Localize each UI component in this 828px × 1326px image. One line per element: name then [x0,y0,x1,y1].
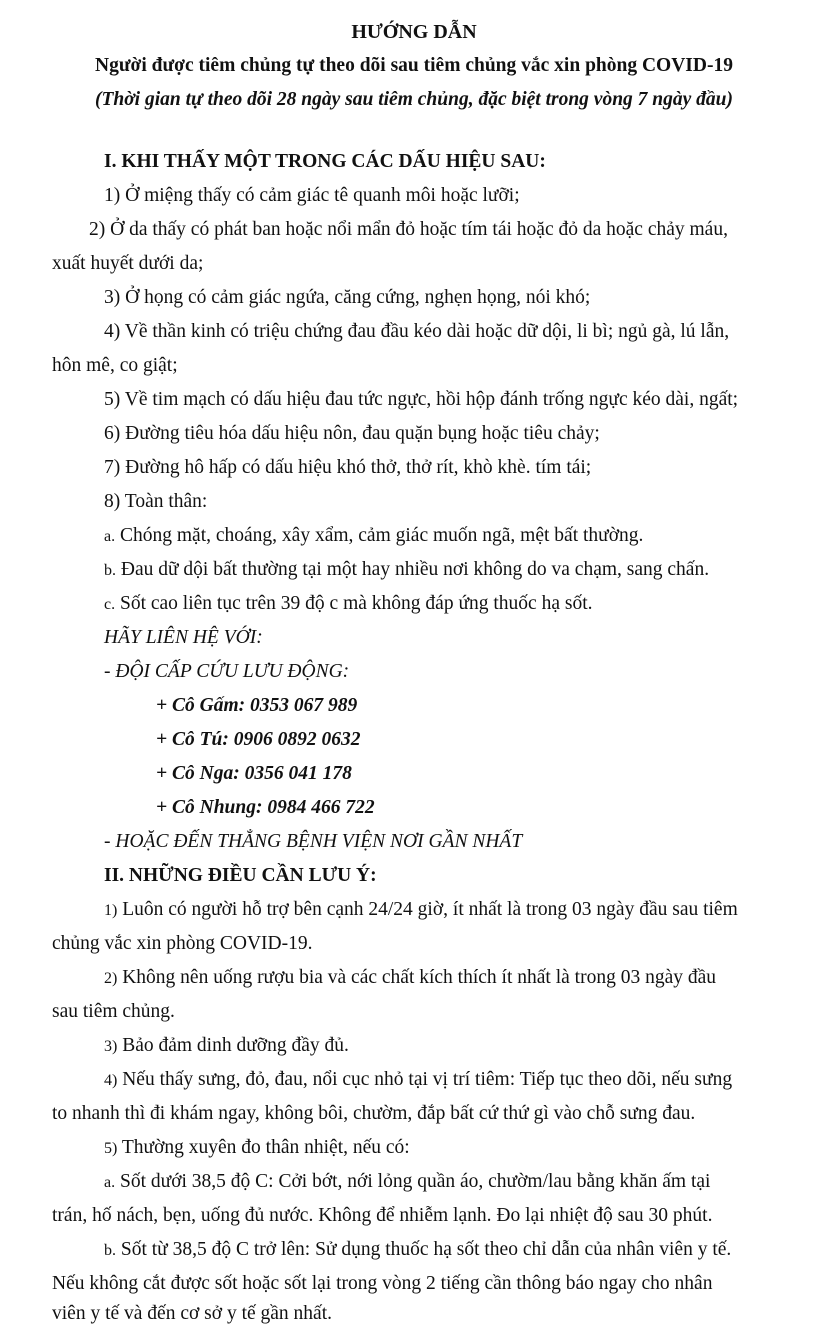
fever-instruction [104,1240,731,1260]
item-text: Thường xuyên đo thân nhiệt, nếu có: [117,1137,410,1158]
symptom-item: 1) Ở miệng thấy có cảm giác tê quanh môi hoặc lưỡi; [104,185,520,206]
note-item-continuation: to nhanh thì đi khám ngay, không bôi, chườm, đắp bất cứ thứ gì vào chỗ sưng đau. [52,1103,696,1124]
note-item-continuation: sau tiêm chủng. [52,1001,175,1022]
item-marker: a. [104,1174,116,1191]
item-marker: c. [104,596,116,613]
note-item [104,1138,410,1158]
item-text: Sốt từ 38,5 độ C trở lên: Sử dụng thuốc hạ sốt theo chỉ dẫn của nhân viên y tế. [116,1239,732,1260]
symptom-item: 7) Đường hô hấp có dấu hiệu khó thở, thở rít, khò khè. tím tái; [104,457,592,478]
emergency-team-heading: - ĐỘI CẤP CỨU LƯU ĐỘNG: [104,661,350,682]
item-marker: 4) [104,1072,118,1089]
note-item [104,1036,349,1056]
item-marker: b. [104,1242,116,1259]
item-marker: 1) [104,902,118,919]
general-symptom-item [104,526,643,546]
contact-phone: + Cô Nga: 0356 041 178 [156,763,352,784]
section-2-heading: II. NHỮNG ĐIỀU CẦN LƯU Ý: [104,865,377,886]
contact-phone: + Cô Nhung: 0984 466 722 [156,797,375,818]
fever-instruction-continuation: trán, hố nách, bẹn, uống đủ nước. Không để nhiễm lạnh. Đo lại nhiệt độ sau 30 phút. [52,1205,713,1226]
contact-phone: + Cô Gấm: 0353 067 989 [156,695,358,716]
item-text: Luôn có người hỗ trợ bên cạnh 24/24 giờ, ít nhất là trong 03 ngày đầu sau tiêm [117,899,738,920]
item-text: Sốt cao liên tục trên 39 độ c mà không đáp ứng thuốc hạ sốt. [115,593,593,614]
symptom-item: 5) Về tim mạch có dấu hiệu đau tức ngực, hồi hộp đánh trống ngực kéo dài, ngất; [104,389,739,410]
hospital-instruction: - HOẶC ĐẾN THẲNG BỆNH VIỆN NƠI GẦN NHẤT [104,831,523,852]
contact-phone: + Cô Tú: 0906 0892 0632 [156,729,361,750]
fever-instruction [104,1172,710,1192]
item-text: Nếu thấy sưng, đỏ, đau, nổi cục nhỏ tại vị trí tiêm: Tiếp tục theo dõi, nếu sưng [117,1069,733,1090]
fever-instruction-continuation: Nếu không cắt được sốt hoặc sốt lại trong vòng 2 tiếng cần thông báo ngay cho nhân [52,1273,713,1294]
item-marker: 2) [104,970,118,987]
note-item [104,1070,732,1090]
item-text: Không nên uống rượu bia và các chất kích thích ít nhất là trong 03 ngày đầu [117,967,717,988]
item-text: Sốt dưới 38,5 độ C: Cởi bớt, nới lỏng quần áo, chườm/lau bằng khăn ấm tại [115,1171,711,1192]
item-text: Chóng mặt, choáng, xây xẩm, cảm giác muốn ngã, mệt bất thường. [115,525,644,546]
document-subtitle: Người được tiêm chủng tự theo dõi sau tiêm chủng vắc xin phòng COVID-19 [95,55,733,76]
general-symptom-item [104,594,593,614]
contact-heading: HÃY LIÊN HỆ VỚI: [104,627,263,648]
section-1-heading: I. KHI THẤY MỘT TRONG CÁC DẤU HIỆU SAU: [104,151,546,172]
item-marker: 3) [104,1038,118,1055]
item-marker: a. [104,528,116,545]
item-text: Bảo đảm dinh dưỡng đầy đủ. [117,1035,349,1056]
general-symptom-item [104,560,709,580]
note-item [104,900,738,920]
symptom-item-continuation: hôn mê, co giật; [52,355,178,376]
symptom-item-continuation: xuất huyết dưới da; [52,253,204,274]
note-item [104,968,716,988]
note-item-continuation: chủng vắc xin phòng COVID-19. [52,933,313,954]
symptom-item: 6) Đường tiêu hóa dấu hiệu nôn, đau quặn bụng hoặc tiêu chảy; [104,423,600,444]
item-marker: 5) [104,1140,118,1157]
item-text: Đau dữ dội bất thường tại một hay nhiều nơi không do va chạm, sang chấn. [116,559,710,580]
symptom-item: 4) Về thần kinh có triệu chứng đau đầu kéo dài hoặc dữ dội, li bì; ngủ gà, lú lẫn, [104,321,730,342]
document-title: HƯỚNG DẪN [351,21,477,43]
item-marker: b. [104,562,116,579]
symptom-item: 8) Toàn thân: [104,491,208,512]
symptom-item: 2) Ở da thấy có phát ban hoặc nổi mẩn đỏ hoặc tím tái hoặc đỏ da hoặc chảy máu, [89,219,728,240]
fever-instruction-continuation: viên y tế và đến cơ sở y tế gần nhất. [52,1303,332,1324]
document-note: (Thời gian tự theo dõi 28 ngày sau tiêm chủng, đặc biệt trong vòng 7 ngày đầu) [94,89,734,110]
symptom-item: 3) Ở họng có cảm giác ngứa, căng cứng, nghẹn họng, nói khó; [104,287,591,308]
